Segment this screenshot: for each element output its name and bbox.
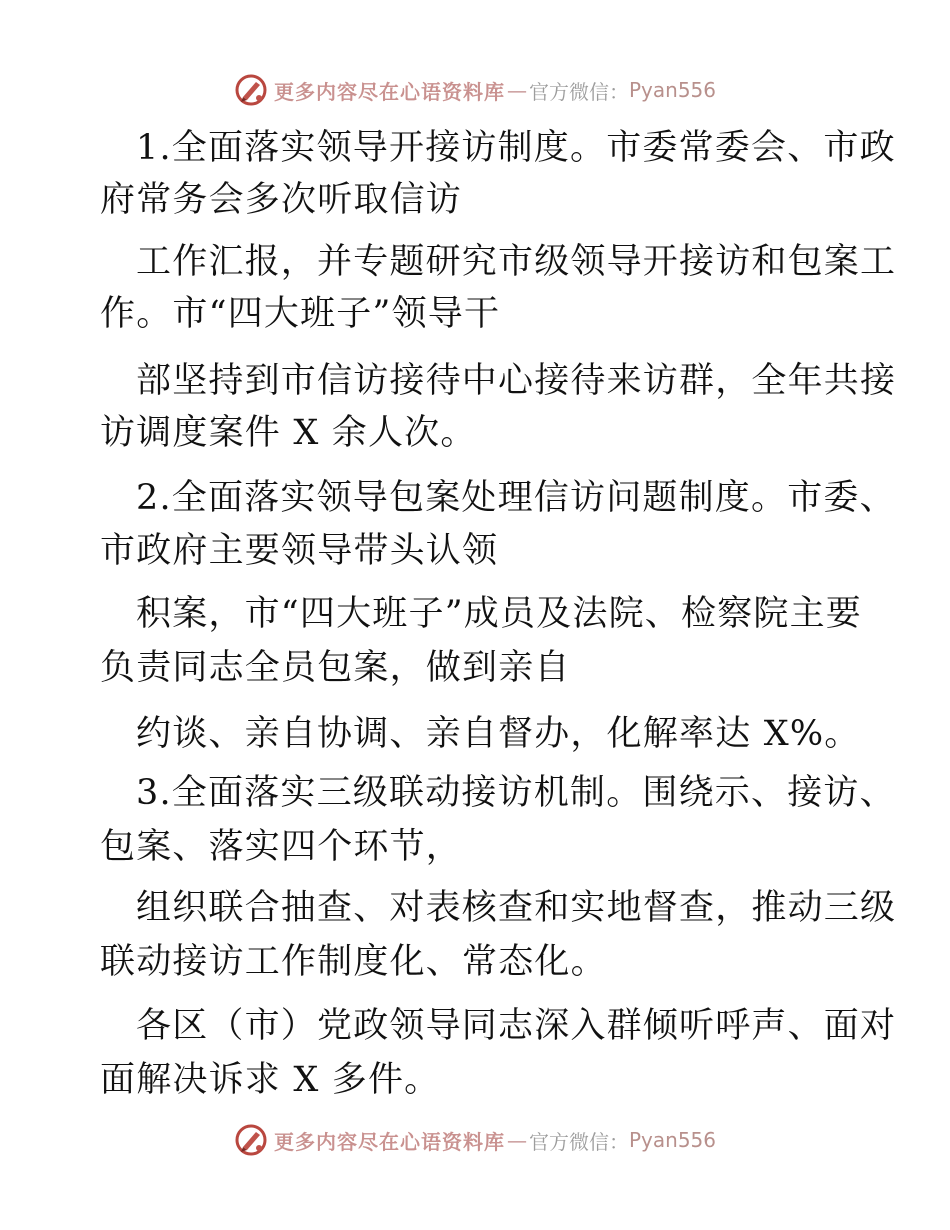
paragraph-line: 包案、落实四个环节， bbox=[100, 827, 463, 867]
paragraph-line: 作。市“四大班子”领导干 bbox=[100, 294, 501, 334]
watermark-official-label: 官方微信： bbox=[528, 1129, 629, 1154]
paragraph-line: 联动接访工作制度化、常态化。 bbox=[100, 942, 607, 982]
pen-logo-icon bbox=[234, 1123, 268, 1157]
paragraph-line: 约谈、亲自协调、亲自督办，化解率达 X%。 bbox=[136, 714, 861, 754]
watermark-brand: 更多内容尽在心语资料库 bbox=[273, 1129, 505, 1154]
paragraph-line: 2.全面落实领导包案处理信访问题制度。市委、 bbox=[136, 478, 896, 518]
paragraph-line: 府常务会多次听取信访 bbox=[100, 180, 463, 220]
header-watermark bbox=[0, 70, 950, 110]
pen-logo-icon bbox=[234, 73, 268, 107]
footer-watermark bbox=[0, 1120, 950, 1160]
paragraph-line: 工作汇报，并专题研究市级领导开接访和包案工 bbox=[136, 242, 897, 282]
watermark-separator: — bbox=[506, 1128, 527, 1152]
watermark-brand: 更多内容尽在心语资料库 bbox=[273, 79, 505, 104]
paragraph-line: 积案，市“四大班子”成员及法院、检察院主要 bbox=[136, 594, 862, 634]
watermark-separator: — bbox=[506, 78, 527, 102]
paragraph-line: 1.全面落实领导开接访制度。市委常委会、市政 bbox=[136, 128, 896, 168]
paragraph-line: 负责同志全员包案，做到亲自 bbox=[100, 648, 571, 688]
paragraph-line: 各区（市）党政领导同志深入群倾听呼声、面对 bbox=[136, 1006, 897, 1046]
paragraph-line: 市政府主要领导带头认领 bbox=[100, 531, 499, 571]
paragraph-line: 部坚持到市信访接待中心接待来访群，全年共接 bbox=[136, 361, 897, 401]
watermark-wechat-id: Pyan556 bbox=[628, 1128, 716, 1152]
watermark-wechat-id: Pyan556 bbox=[628, 78, 716, 102]
watermark-official-label: 官方微信： bbox=[528, 79, 629, 104]
paragraph-line: 访调度案件 X 余人次。 bbox=[100, 413, 477, 453]
paragraph-line: 面解决诉求 X 多件。 bbox=[100, 1060, 441, 1100]
paragraph-line: 组织联合抽查、对表核查和实地督查，推动三级 bbox=[136, 888, 897, 928]
paragraph-line: 3.全面落实三级联动接访机制。围绕示、接访、 bbox=[136, 773, 896, 813]
